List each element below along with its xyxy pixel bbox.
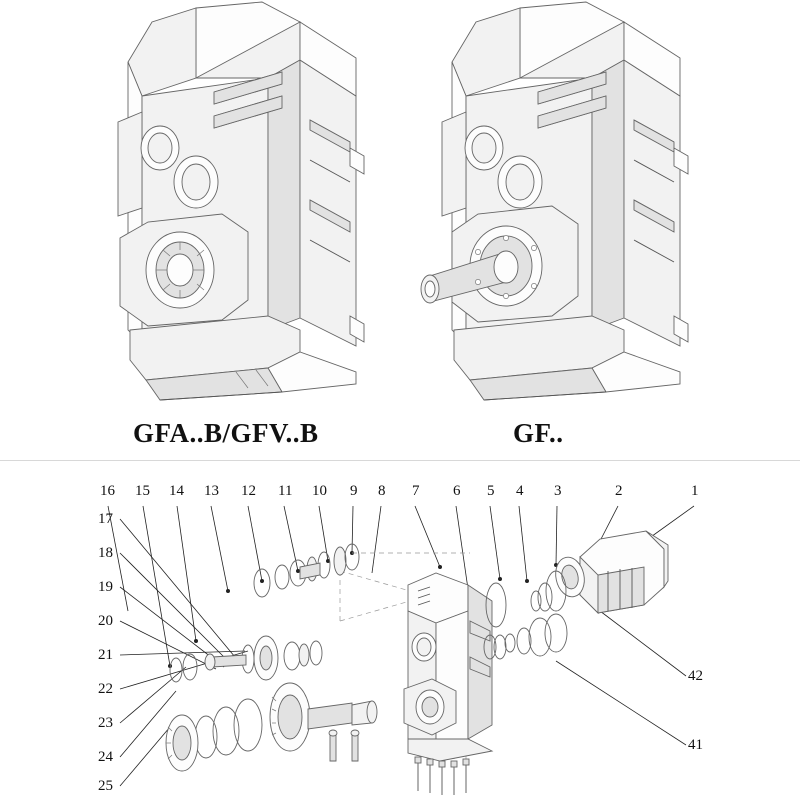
- leader-dots-top: [168, 551, 558, 668]
- callout-5: 5: [487, 483, 495, 499]
- exploded-view-svg: [0, 461, 800, 800]
- callout-17: 17: [98, 511, 113, 527]
- exploded-view: [0, 461, 800, 800]
- callout-3: 3: [554, 483, 562, 499]
- housing-body-exploded: [404, 573, 492, 761]
- callout-42: 42: [688, 668, 703, 684]
- gearbox-housing-left: [118, 2, 364, 400]
- leader-lines-right: [556, 611, 686, 745]
- callout-19: 19: [98, 579, 113, 595]
- motor-adapter-block: [552, 531, 668, 613]
- shaft-assembly-upper: [254, 544, 359, 597]
- callout-20: 20: [98, 613, 113, 629]
- callout-41: 41: [688, 737, 703, 753]
- callout-14: 14: [169, 483, 184, 499]
- callout-15: 15: [135, 483, 150, 499]
- callout-12: 12: [241, 483, 256, 499]
- callout-23: 23: [98, 715, 113, 731]
- callout-25: 25: [98, 778, 113, 794]
- gearbox-housing-right: [421, 2, 688, 400]
- callout-8: 8: [378, 483, 386, 499]
- callout-24: 24: [98, 749, 113, 765]
- callout-9: 9: [350, 483, 358, 499]
- callout-21: 21: [98, 647, 113, 663]
- callout-1: 1: [691, 483, 699, 499]
- callout-16: 16: [100, 483, 115, 499]
- callout-6: 6: [453, 483, 461, 499]
- callout-22: 22: [98, 681, 113, 697]
- spacer-rings-group: [484, 571, 567, 659]
- callout-7: 7: [412, 483, 420, 499]
- caption-right: GF..: [513, 418, 564, 448]
- callout-10: 10: [312, 483, 327, 499]
- callout-18: 18: [98, 545, 113, 561]
- callout-4: 4: [516, 483, 524, 499]
- callout-11: 11: [278, 483, 293, 499]
- callout-2: 2: [615, 483, 623, 499]
- callout-13: 13: [204, 483, 219, 499]
- caption-left: GFA..B/GFV..B: [133, 418, 319, 448]
